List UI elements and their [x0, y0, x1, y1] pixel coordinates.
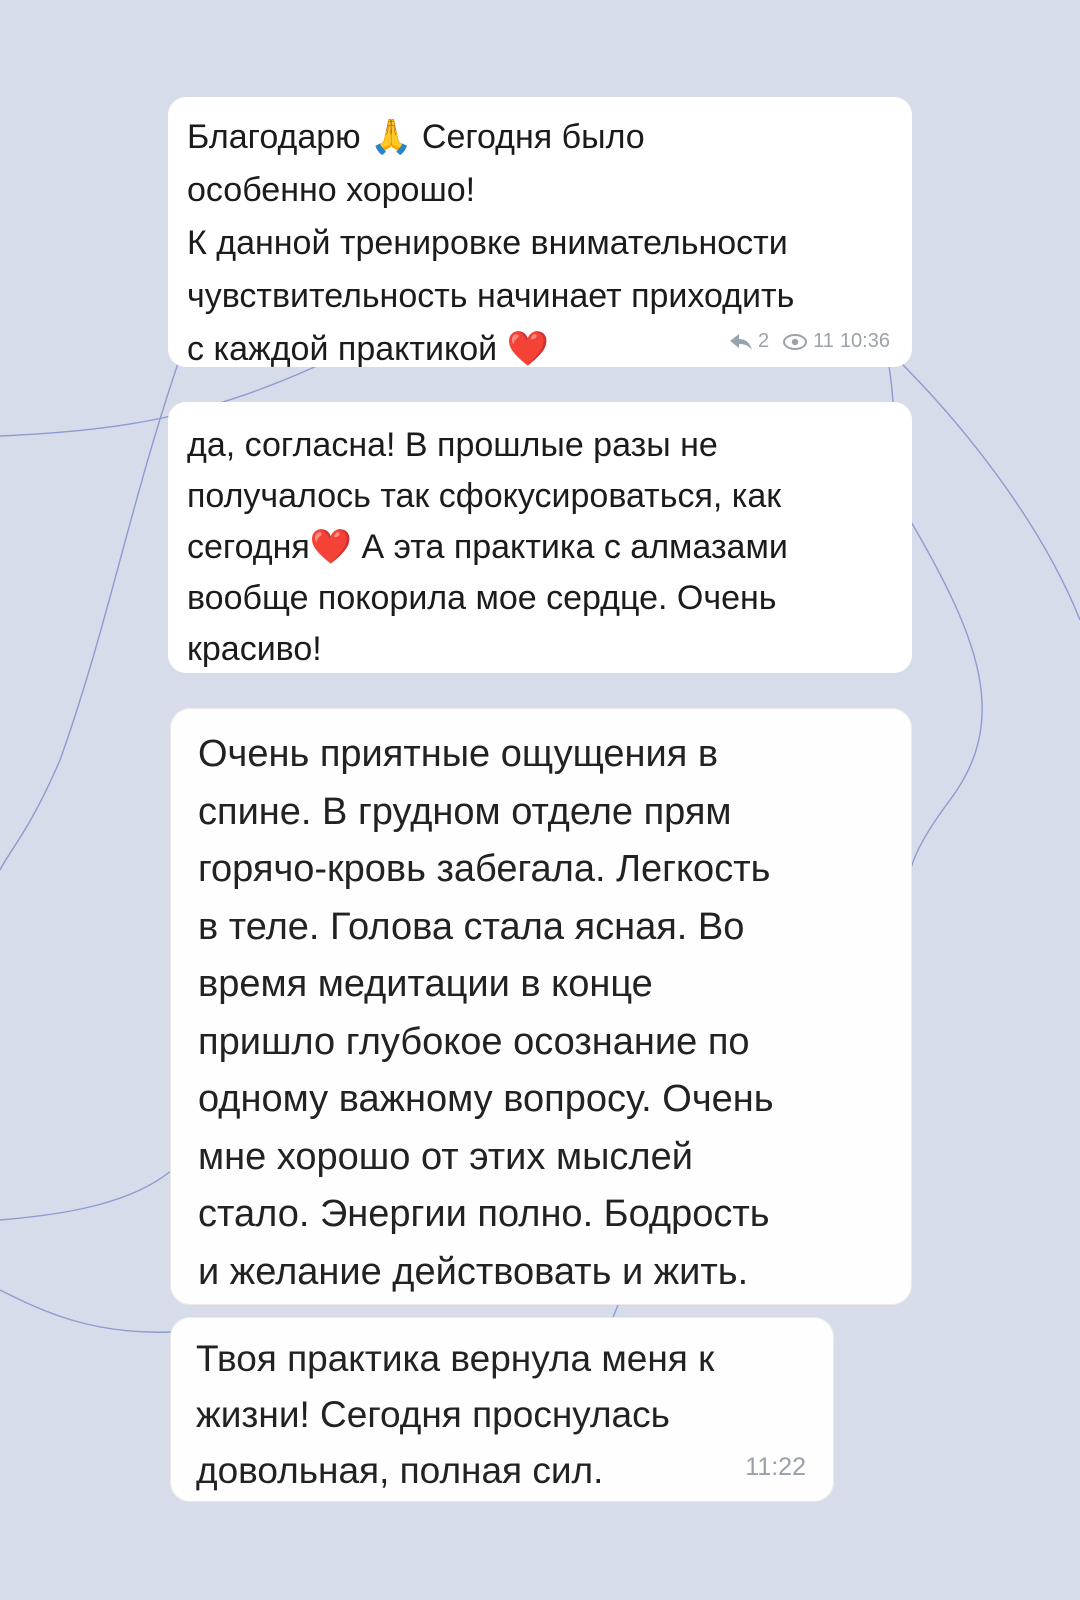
message-text: да, согласна! В прошлые разы не получалось так сфокусироваться, как сегодня❤️ А эта практика с алмазами вообще покорила мое сердце. Очень красиво!	[187, 426, 788, 668]
reply-count: 2	[758, 330, 770, 352]
heart-emoji-icon: ❤️	[309, 527, 353, 567]
message-text: Благодарю 🙏 Сегодня было особенно хорошо! К данной тренировке внимательности чувствительность начинает приходить с каждой практикой ❤️	[187, 117, 795, 367]
pray-emoji-icon: 🙏	[370, 117, 413, 157]
message-text: Очень приятные ощущения в спине. В грудном отделе прям горячо-кровь забегала. Легкость в теле. Голова стала ясная. Во время медитации в конце пришло глубокое осознание по одному важному вопросу. Очень мне хорошо от этих мыслей стало. Энергии полно. Бодрость и желание действовать и жить.	[198, 733, 774, 1293]
view-count: 11	[813, 330, 834, 352]
message-time: 10:36	[839, 330, 890, 352]
message-bubble-1[interactable]	[168, 97, 912, 367]
message-bubble-2[interactable]	[168, 402, 912, 673]
eye-icon	[783, 334, 807, 350]
heart-emoji-icon: ❤️	[506, 329, 549, 367]
message-bubble-3[interactable]	[170, 708, 912, 1305]
message-bubble-4[interactable]	[170, 1317, 834, 1502]
message-time: 11:22	[745, 1453, 806, 1481]
message-text: Твоя практика вернула меня к жизни! Сегодня проснулась довольная, полная сил.	[196, 1338, 715, 1491]
reply-arrow-icon	[730, 334, 752, 350]
message-meta	[730, 330, 890, 353]
